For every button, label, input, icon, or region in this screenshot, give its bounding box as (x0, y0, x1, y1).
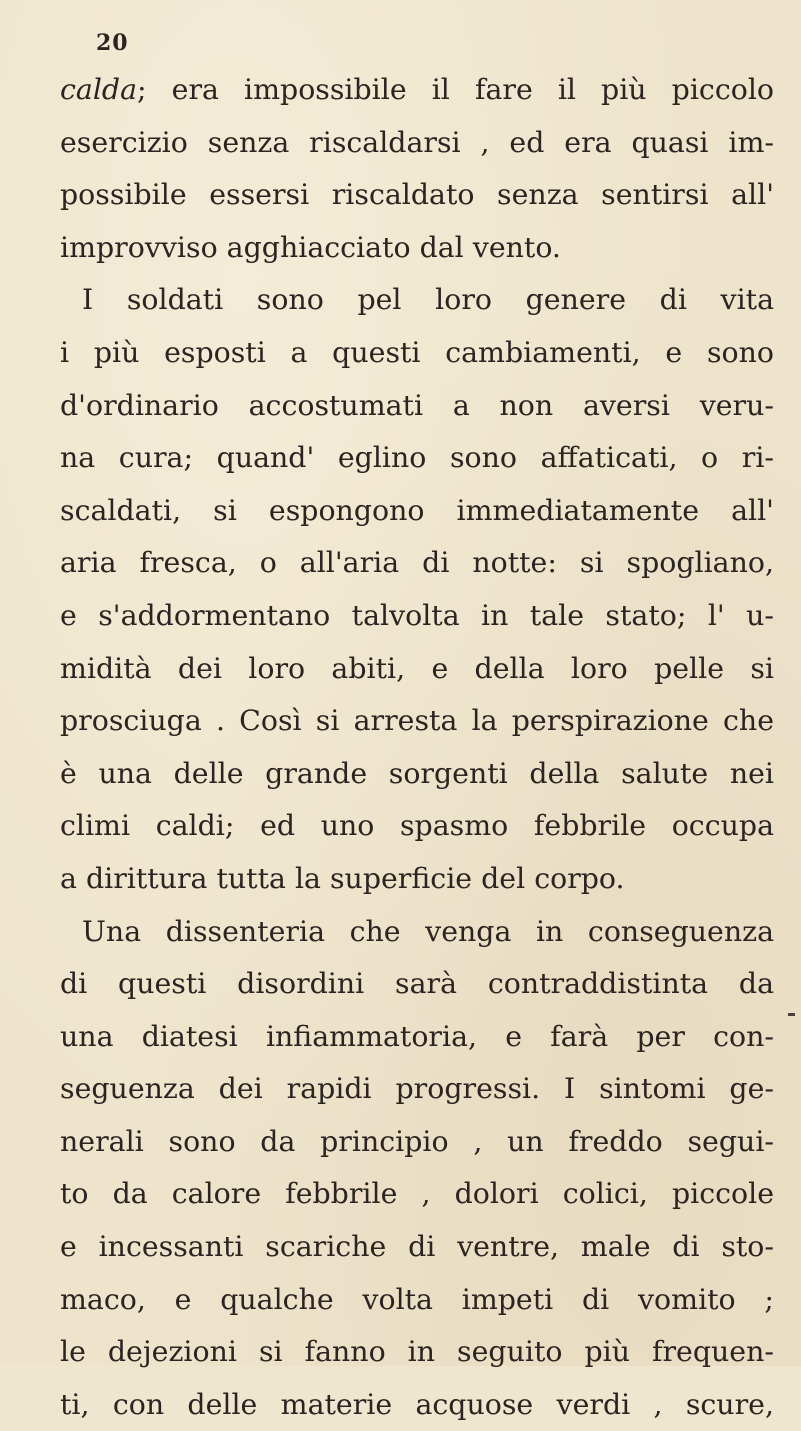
text-line-content: possibile essersi riscaldato senza sentirsi all' (60, 178, 774, 212)
text-line (60, 695, 774, 748)
text-line-content: improvviso agghiacciato dal vento. (60, 230, 561, 264)
text-line (60, 1221, 774, 1274)
text-line (60, 1116, 774, 1169)
text-line-content: nerali sono da principio , un freddo segui- (60, 1124, 774, 1158)
text-line-content: scaldati, si espongono immediatamente all' (60, 493, 774, 527)
margin-mark (788, 1013, 795, 1016)
text-line (60, 590, 774, 643)
text-line-content: le dejezioni si fanno in seguito più frequen- (60, 1335, 774, 1369)
text-line-content: e incessanti scariche di ventre, male di sto- (60, 1230, 774, 1264)
text-line-content: to da calore febbrile , dolori colici, piccole (60, 1177, 774, 1211)
text-line (60, 1379, 774, 1431)
text-line (60, 485, 774, 538)
text-line-content: climi caldi; ed uno spasmo febbrile occupa (60, 809, 774, 843)
text-line (60, 380, 774, 433)
text-line (60, 169, 774, 222)
text-line-content: prosciuga . Così si arresta la perspirazione che (60, 704, 774, 738)
text-line (60, 432, 774, 485)
text-line (60, 64, 774, 117)
text-line-content: midità dei loro abiti, e della loro pelle si (60, 651, 774, 685)
text-line-content: na cura; quand' eglino sono affaticati, o ri- (60, 441, 774, 475)
text-line (60, 748, 774, 801)
text-line-content: a dirittura tutta la superficie del corpo. (60, 861, 625, 895)
text-line (60, 643, 774, 696)
page-number: 20 (96, 30, 129, 56)
text-line (60, 1326, 774, 1379)
text-line-content: di questi disordini sarà contraddistinta da (60, 967, 774, 1001)
text-line-content: è una delle grande sorgenti della salute nei (60, 756, 774, 790)
text-line-lead-word: calda (60, 73, 138, 106)
text-line-content: i più esposti a questi cambiamenti, e sono (60, 335, 774, 369)
text-line (60, 537, 774, 590)
text-line-content: seguenza dei rapidi progressi. I sintomi ge- (60, 1072, 774, 1106)
text-line (60, 1274, 774, 1327)
text-line (60, 800, 774, 853)
text-line (60, 1063, 774, 1116)
text-line-content: ti, con delle materie acquose verdi , scure, (60, 1387, 774, 1421)
text-line (60, 274, 774, 327)
text-line (60, 117, 774, 170)
text-line-content: e s'addormentano talvolta in tale stato; l' u- (60, 598, 774, 632)
text-line-content: una diatesi infiammatoria, e farà per con- (60, 1019, 774, 1053)
text-line-content: maco, e qualche volta impeti di vomito ; (60, 1282, 774, 1316)
text-line-content: Una dissenteria che venga in conseguenza (82, 914, 774, 948)
text-line (60, 327, 774, 380)
text-line (60, 958, 774, 1011)
text-line (60, 906, 774, 959)
text-line-content: ; era impossibile il fare il più piccolo (137, 73, 774, 106)
text-line-content: I soldati sono pel loro genere di vita (82, 283, 774, 317)
text-line (60, 222, 774, 275)
body-text (60, 64, 774, 1431)
text-line (60, 1011, 774, 1064)
text-line-content: aria fresca, o all'aria di notte: si spogliano, (60, 546, 774, 580)
text-line (60, 853, 774, 906)
text-line (60, 1168, 774, 1221)
text-line-content: esercizio senza riscaldarsi , ed era quasi im- (60, 125, 774, 159)
text-line-content: d'ordinario accostumati a non aversi veru- (60, 388, 774, 422)
